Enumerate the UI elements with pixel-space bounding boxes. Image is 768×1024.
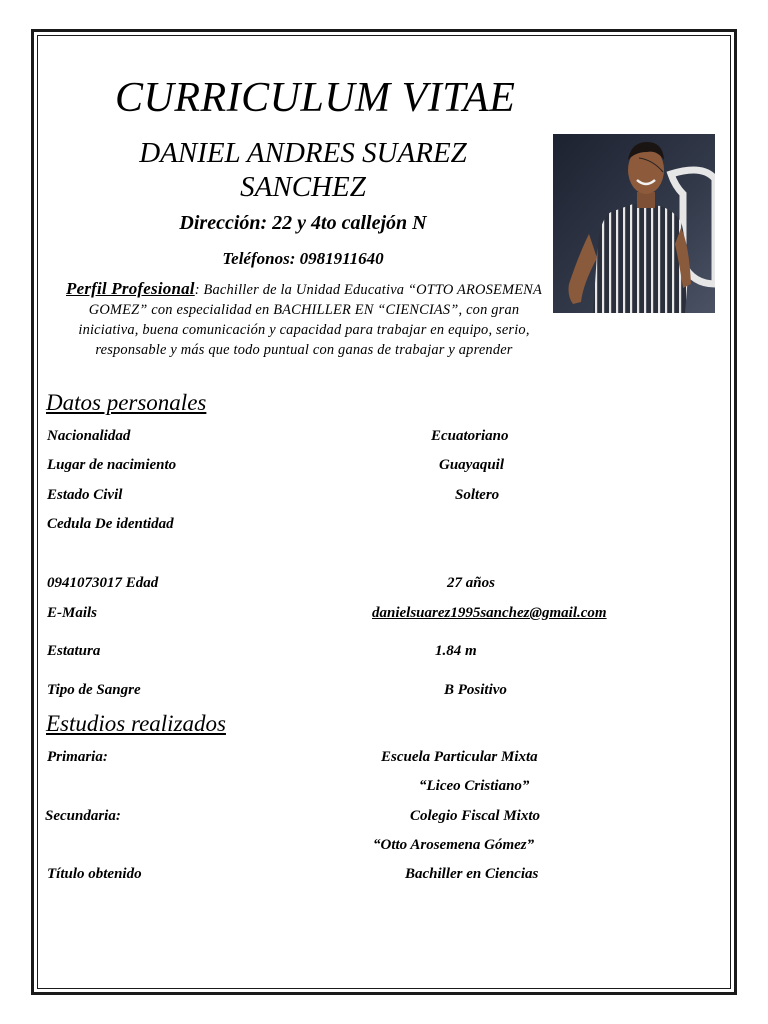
- row-label-blood-type: Tipo de Sangre: [47, 682, 141, 698]
- profile-photo-image: [553, 134, 715, 313]
- secondary-school-label: Secundaria:: [45, 808, 121, 824]
- row-value-height: 1.84 m: [435, 643, 477, 659]
- row-label-height: Estatura: [47, 643, 101, 659]
- person-name: [78, 136, 528, 204]
- secondary-school-value-line1: Colegio Fiscal Mixto: [410, 808, 541, 824]
- person-name-line2: SANCHEZ: [240, 171, 366, 203]
- row-value-birthplace: Guayaquil: [439, 457, 505, 473]
- studies-heading: Estudios realizados: [46, 711, 226, 736]
- professional-profile: [62, 279, 546, 360]
- row-label-birthplace: Lugar de nacimiento: [47, 457, 177, 473]
- degree-value: Bachiller en Ciencias: [405, 866, 539, 882]
- address: Dirección: 22 y 4to callejón N: [179, 212, 427, 234]
- profile-colon: :: [194, 282, 200, 298]
- row-value-nationality: Ecuatoriano: [431, 428, 509, 444]
- profile-label: Perfil Profesional: [66, 279, 195, 298]
- document-title: CURRICULUM VITAE: [115, 75, 516, 121]
- profile-text: Bachiller de la Unidad Educativa “OTTO AROSEMENA GOMEZ” con especialidad en BACHILLER EN “CIENCIAS”, con gran iniciativa, buena comunicación y capacidad para trabajar en equipo, serio, responsable y más que todo puntual con ganas de trabajar y aprender: [78, 282, 542, 358]
- row-label-email: E-Mails: [47, 605, 98, 621]
- primary-school-value-line1: Escuela Particular Mixta: [381, 749, 538, 765]
- row-value-email[interactable]: danielsuarez1995sanchez@gmail.com: [372, 605, 607, 621]
- phones: Teléfonos: 0981911640: [222, 249, 384, 268]
- row-label-id-card: Cedula De identidad: [47, 516, 174, 532]
- row-value-age: 27 años: [447, 575, 495, 591]
- secondary-school-value-line2: “Otto Arosemena Gómez”: [373, 837, 535, 853]
- row-value-marital-status: Soltero: [455, 487, 500, 503]
- row-label-marital-status: Estado Civil: [47, 487, 123, 503]
- primary-school-label: Primaria:: [47, 749, 108, 765]
- degree-label: Título obtenido: [47, 866, 142, 882]
- profile-photo: [553, 134, 715, 313]
- row-label-id-and-age: 0941073017 Edad: [47, 575, 159, 591]
- personal-data-heading: Datos personales: [46, 390, 207, 415]
- person-name-line1: DANIEL ANDRES SUAREZ: [139, 137, 467, 169]
- row-value-blood-type: B Positivo: [444, 682, 507, 698]
- primary-school-value-line2: “Liceo Cristiano”: [419, 778, 530, 794]
- row-label-nationality: Nacionalidad: [47, 428, 131, 444]
